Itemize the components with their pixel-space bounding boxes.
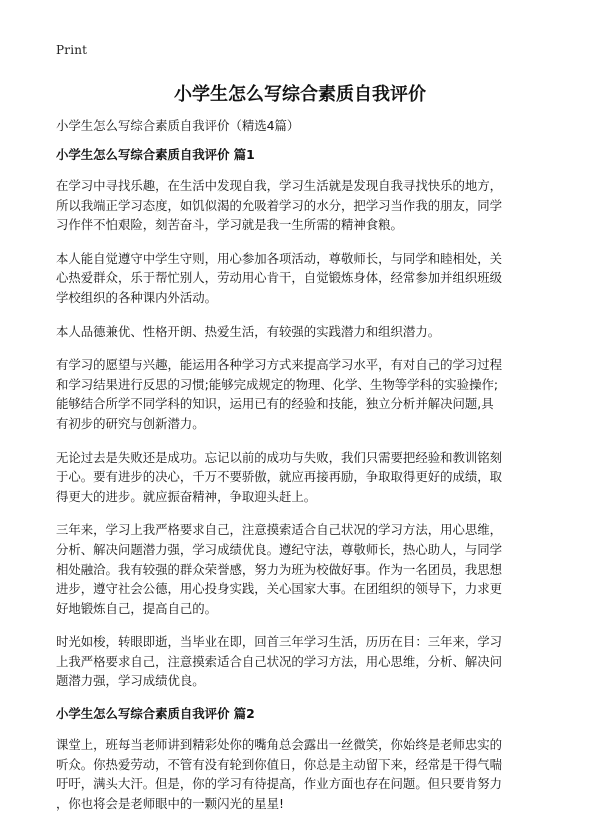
text-line: 心热爱群众，乐于帮忙别人，劳动用心肯干，自觉锻炼身体，经常参加并组织班级 — [56, 270, 503, 286]
text-line: 本人品德兼优、性格开朗、热爱生活，有较强的实践潜力和组织潜力。 — [56, 323, 441, 339]
text-line: 有学习的愿望与兴趣，能运用各种学习方式来提高学习水平，有对自己的学习过程 — [56, 357, 503, 373]
text-line: 三年来，学习上我严格要求自己，注意摸索适合自己状况的学习方法，用心思维， — [56, 522, 503, 538]
paragraph — [56, 448, 548, 507]
section-heading: 小学生怎么写综合素质自我评价 篇2 — [56, 706, 255, 722]
text-line: 听众。你热爱劳动，不管有没有轮到你值日，你总是主动留下来，经常是干得气喘 — [56, 756, 503, 772]
print-label: Print — [56, 43, 88, 57]
text-line: 分析、解决问题潜力强，学习成绩优良。遵纪守法，尊敬师长，热心助人，与同学 — [56, 541, 503, 557]
page-title: 小学生怎么写综合素质自我评价 — [174, 84, 426, 105]
paragraph — [56, 322, 548, 342]
text-line: 和学习结果进行反思的习惯;能够完成规定的物理、化学、生物等学科的实验操作; — [56, 376, 499, 392]
section-1 — [56, 146, 548, 691]
text-line: 所以我端正学习态度，如饥似渴的允吸着学习的水分，把学习当作我的朋友，同学 — [56, 197, 503, 213]
paragraph — [56, 520, 548, 618]
text-line: 好地锻炼自己，提高自己的。 — [56, 600, 218, 616]
text-line: 无论过去是失败还是成功。忘记以前的成功与失败，我们只需要把经验和教训铭刻 — [56, 449, 503, 465]
text-line: 时光如梭，转眼即逝，当毕业在即，回首三年学习生活，历历在目：三年来，学习 — [56, 634, 503, 650]
text-line: 进步，遵守社会公德，用心投身实践，关心国家大事。在团组织的领导下，力求更 — [56, 581, 503, 597]
document-subtitle: 小学生怎么写综合素质自我评价（精选4篇） — [56, 118, 300, 133]
text-line: 能够结合所学不同学科的知识，运用已有的经验和技能，独立分析并解决问题,具 — [56, 396, 494, 412]
text-line: 在学习中寻找乐趣，在生活中发现自我，学习生活就是发现自我寻找快乐的地方， — [56, 178, 503, 193]
paragraph — [56, 735, 548, 813]
text-line: 于心。要有进步的决心，千万不要骄傲，就应再接再励，争取取得更好的成绩，取 — [56, 469, 503, 485]
text-line: 题潜力强，学习成绩优良。 — [56, 673, 205, 689]
section-heading: 小学生怎么写综合素质自我评价 篇1 — [56, 147, 255, 162]
text-line: ，你也将会是老师眼中的一颗闪光的星星! — [56, 795, 284, 811]
paragraph — [56, 355, 548, 433]
paragraph — [56, 249, 548, 308]
text-line: 吁吁，满头大汗。但是，你的学习有待提高，作业方面也存在问题。但只要肯努力 — [56, 776, 503, 792]
text-line: 得更大的进步。就应振奋精神，争取迎头赶上。 — [56, 488, 317, 504]
text-line: 本人能自觉遵守中学生守则，用心参加各项活动，尊敬师长，与同学和睦相处，关 — [56, 250, 503, 266]
document-body — [56, 117, 548, 827]
section-2 — [56, 705, 548, 813]
text-line: 课堂上，班每当老师讲到精彩处你的嘴角总会露出一丝微笑，你始终是老师忠实的 — [56, 737, 503, 753]
text-line: 有初步的研究与创新潜力。 — [56, 415, 205, 431]
text-line: 习作伴不怕艰险，刻苦奋斗，学习就是我一生所需的精神食粮。 — [56, 217, 403, 233]
text-line: 学校组织的各种课内外活动。 — [56, 289, 218, 305]
paragraph — [56, 632, 548, 691]
paragraph — [56, 176, 548, 235]
text-line: 相处融洽。我有较强的群众荣誉感，努力为班为校做好事。作为一名团员，我思想 — [56, 561, 503, 577]
text-line: 上我严格要求自己，注意摸索适合自己状况的学习方法，用心思维，分析、解决问 — [56, 653, 503, 669]
